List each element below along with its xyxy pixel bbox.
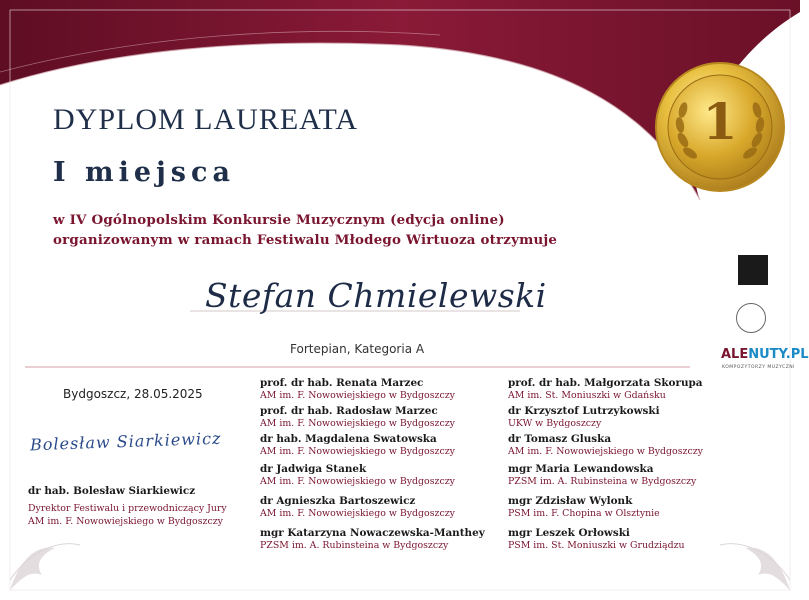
jury-institution: AM im. St. Moniuszki w Gdańsku [508, 390, 666, 401]
alenuty-logo-part2: NUTY.PL [748, 347, 809, 362]
jury-institution: AM im. F. Nowowiejskiego w Bydgoszczy [260, 476, 455, 487]
jury-name: dr Jadwiga Stanek [260, 463, 367, 475]
jury-member [508, 377, 748, 401]
jury-institution: PSM im. F. Chopina w Olsztynie [508, 508, 660, 519]
jury-member [508, 527, 748, 551]
jury-institution: PSM im. St. Moniuszki w Grudziądzu [508, 540, 685, 551]
jury-name: mgr Zdzisław Wylonk [508, 495, 633, 507]
medal-number: 1 [702, 92, 738, 151]
jury-name: mgr Katarzyna Nowaczewska-Manthey [260, 527, 485, 539]
jury-institution: AM im. F. Nowowiejskiego w Bydgoszczy [508, 446, 703, 457]
director-name: dr hab. Bolesław Siarkiewicz [28, 485, 196, 497]
alenuty-tagline: KOMPOZYTORZY MUZYCZNI [722, 365, 795, 370]
director-institution: AM im. F. Nowowiejskiego w Bydgoszczy [28, 516, 223, 527]
jury-member [508, 433, 748, 457]
alenuty-logo-part1: ALE [721, 347, 749, 362]
alenuty-logo [721, 347, 809, 362]
competition-line-1: w IV Ogólnopolskim Konkursie Muzycznym (edycja online) [53, 212, 505, 228]
jury-member [260, 463, 500, 487]
jury-name: prof. dr hab. Małgorzata Skorupa [508, 377, 703, 389]
jury-name: dr Tomasz Gluska [508, 433, 612, 445]
jury-member [508, 463, 748, 487]
jury-name: dr Agnieszka Bartoszewicz [260, 495, 416, 507]
seal-logo-icon [736, 303, 766, 333]
director-signature: Bolesław Siarkiewicz [29, 428, 222, 455]
jury-institution: PZSM im. A. Rubinsteina w Bydgoszczy [260, 540, 449, 551]
jury-institution: AM im. F. Nowowiejskiego w Bydgoszczy [260, 390, 455, 401]
jury-member [508, 495, 748, 519]
jury-institution: AM im. F. Nowowiejskiego w Bydgoszczy [260, 418, 455, 429]
jury-institution: AM im. F. Nowowiejskiego w Bydgoszczy [260, 508, 455, 519]
jury-name: dr hab. Magdalena Swatowska [260, 433, 437, 445]
city-date: Bydgoszcz, 28.05.2025 [63, 387, 203, 401]
jury-institution: UKW w Bydgoszczy [508, 418, 602, 429]
music-logo-icon [738, 255, 768, 285]
jury-member [260, 527, 500, 551]
jury-name: prof. dr hab. Renata Marzec [260, 377, 424, 389]
jury-member [260, 405, 500, 429]
director-role: Dyrektor Festiwalu i przewodniczący Jury [28, 503, 227, 514]
jury-name: mgr Leszek Orłowski [508, 527, 630, 539]
place-heading: I miejsca [53, 157, 235, 188]
jury-member [508, 405, 748, 429]
competition-line-2: organizowanym w ramach Festiwalu Młodego Wirtuoza otrzymuje [53, 232, 558, 248]
jury-member [260, 495, 500, 519]
jury-name: prof. dr hab. Radosław Marzec [260, 405, 438, 417]
jury-name: dr Krzysztof Lutrzykowski [508, 405, 660, 417]
category-label: Fortepian, Kategoria A [290, 342, 425, 356]
jury-member [260, 433, 500, 457]
laureate-name: Stefan Chmielewski [205, 276, 547, 315]
diploma-title: DYPLOM LAUREATA [53, 103, 359, 136]
jury-name: mgr Maria Lewandowska [508, 463, 654, 475]
jury-institution: AM im. F. Nowowiejskiego w Bydgoszczy [260, 446, 455, 457]
jury-member [260, 377, 500, 401]
jury-institution: PZSM im. A. Rubinsteina w Bydgoszczy [508, 476, 697, 487]
